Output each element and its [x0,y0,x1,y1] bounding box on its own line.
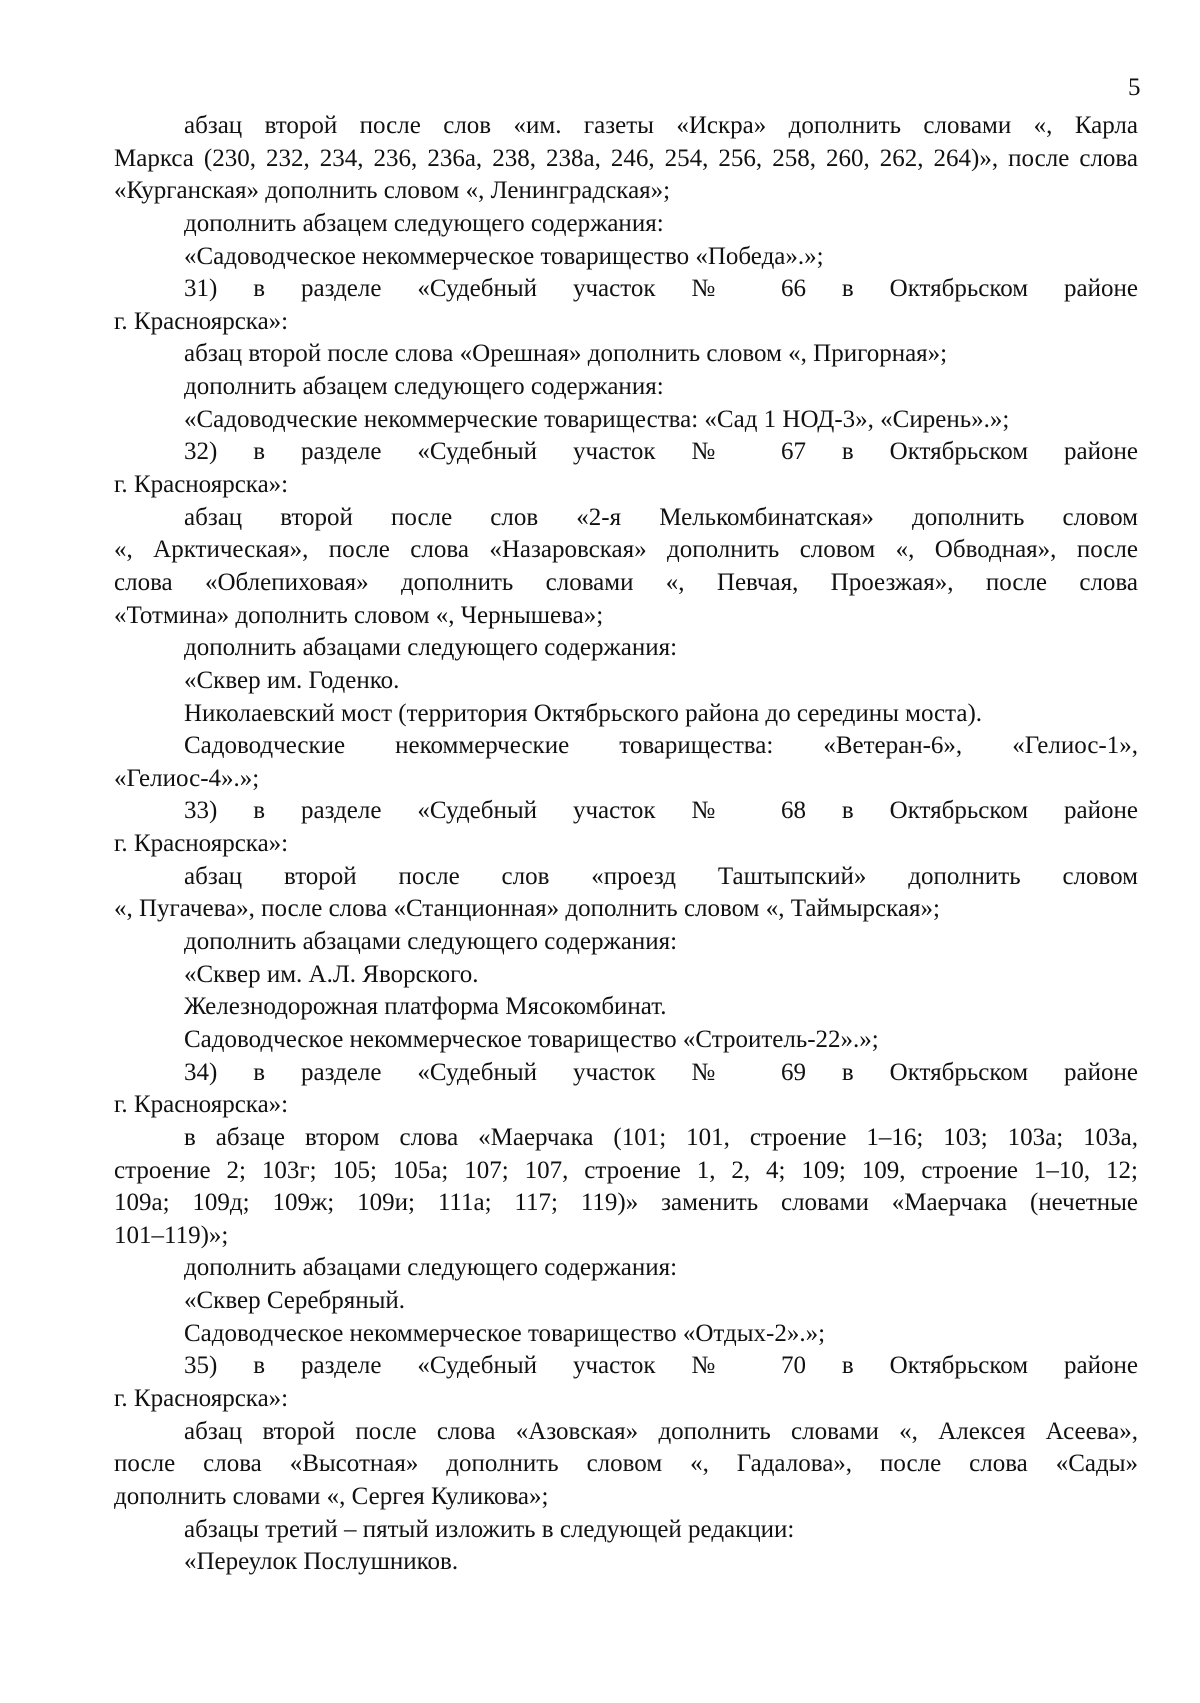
text-line: дополнить абзацами следующего содержания: [184,1254,678,1282]
text-line: Садоводческое некоммерческое товарищество «Отдых-2».»; [184,1319,826,1347]
text-line: «Сквер им. А.Л. Яворского. [184,960,479,988]
text-line: абзац второй после слова «Орешная» дополнить словом «, Пригорная»; [184,340,948,368]
text-line: дополнить абзацем следующего содержания: [184,209,664,237]
text-line: дополнить абзацами следующего содержания: [184,928,678,956]
text-line: Садоводческое некоммерческое товарищество «Строитель-22».»; [184,1025,879,1053]
text-line: «Курганская» дополнить словом «, Ленинградская»; [114,177,671,205]
text-line: г. Красноярска»: [114,1384,289,1412]
text-line: абзац второй после слов «им. газеты «Искра» дополнить словами «, Карла [184,112,1138,139]
text-line: 34) в разделе «Судебный участок № 69 в Октябрьском районе [184,1058,1138,1086]
text-line: 35) в разделе «Судебный участок № 70 в Октябрьском районе [184,1352,1138,1380]
text-line: дополнить словами «, Сергея Куликова»; [114,1482,549,1510]
text-line: г. Красноярска»: [114,1091,289,1119]
text-line: 109а; 109д; 109ж; 109и; 111а; 117; 119)» заменить словами «Маерчака (нечетные [114,1189,1138,1217]
text-line: г. Красноярска»: [114,471,289,499]
text-line: Маркса (230, 232, 234, 236, 236а, 238, 238а, 246, 254, 256, 258, 260, 262, 264)», после слова [114,144,1138,172]
text-line: в абзаце втором слова «Маерчака (101; 101, строение 1–16; 103; 103а; 103а, [184,1123,1138,1151]
text-line: абзац второй после слов «2-я Мелькомбинатская» дополнить словом [184,503,1138,531]
text-line: абзац второй после слов «проезд Таштыпский» дополнить словом [184,862,1138,890]
text-line: абзацы третий – пятый изложить в следующей редакции: [184,1515,795,1543]
text-line: Николаевский мост (территория Октябрьского района до середины моста). [184,699,983,727]
text-line: дополнить абзацем следующего содержания: [184,373,664,401]
text-line: абзац второй после слова «Азовская» дополнить словами «, Алексея Асеева», [184,1417,1138,1445]
text-line: после слова «Высотная» дополнить словом «, Гадалова», после слова «Сады» [114,1450,1138,1478]
text-line: 101–119)»; [114,1221,229,1249]
text-line: «Садоводческие некоммерческие товарищества: «Сад 1 НОД-3», «Сирень».»; [184,405,1010,433]
text-line: «Садоводческое некоммерческое товарищество «Победа».»; [184,242,824,270]
text-line: «Переулок Послушников. [184,1548,459,1576]
text-line: дополнить абзацами следующего содержания: [184,634,678,662]
text-line: «, Пугачева», после слова «Станционная» дополнить словом «, Таймырская»; [114,895,940,923]
text-line: 31) в разделе «Судебный участок № 66 в Октябрьском районе [184,275,1138,303]
text-line: г. Красноярска»: [114,307,289,335]
text-line: 32) в разделе «Судебный участок № 67 в Октябрьском районе [184,438,1138,466]
text-line: «, Арктическая», после слова «Назаровская» дополнить словом «, Обводная», после [114,536,1138,564]
text-line: г. Красноярска»: [114,830,289,858]
text-line: «Сквер им. Годенко. [184,666,400,694]
text-line: «Тотмина» дополнить словом «, Чернышева»; [114,601,604,629]
text-line: «Сквер Серебряный. [184,1287,406,1315]
text-line: Садоводческие некоммерческие товарищества: «Ветеран-6», «Гелиос-1», [184,732,1138,760]
text-line: Железнодорожная платформа Мясокомбинат. [184,993,667,1021]
document-body [114,110,1138,1579]
text-line: строение 2; 103г; 105; 105а; 107; 107, строение 1, 2, 4; 109; 109, строение 1–10, 12; [114,1156,1138,1184]
text-line: «Гелиос-4».»; [114,764,260,792]
text-line: слова «Облепиховая» дополнить словами «, Певчая, Проезжая», после слова [114,568,1138,596]
text-line: 33) в разделе «Судебный участок № 68 в Октябрьском районе [184,797,1138,825]
page-number: 5 [1128,74,1141,101]
